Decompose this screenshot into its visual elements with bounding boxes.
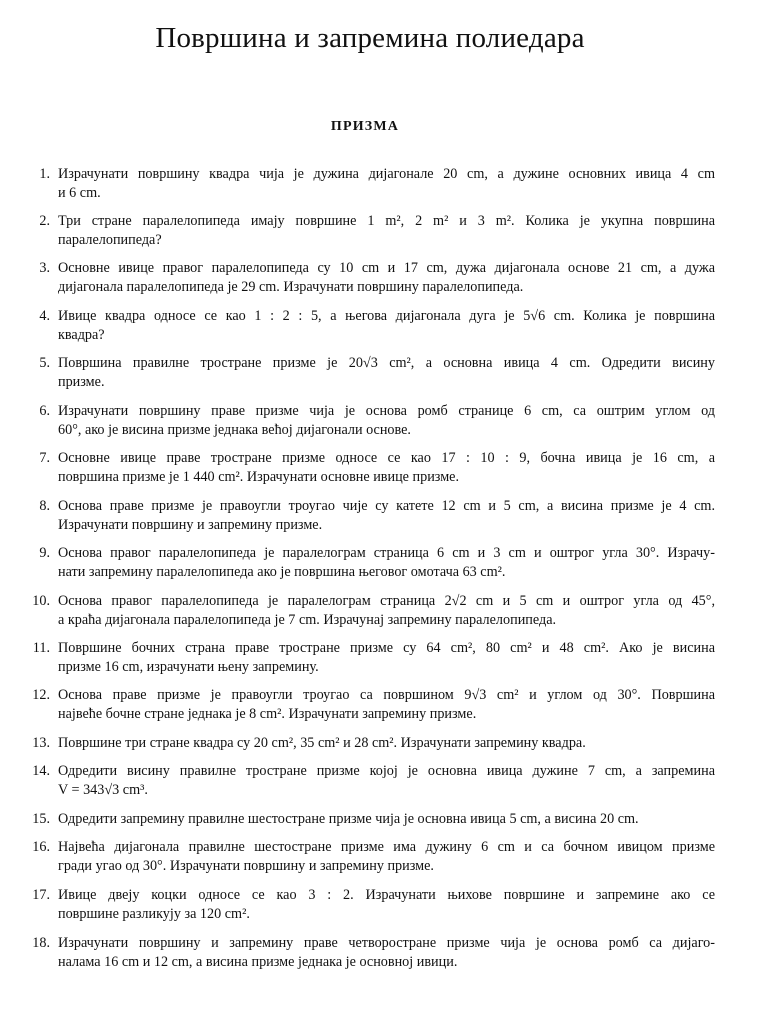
problem-number: 18. (32, 935, 50, 951)
problem-item (22, 402, 716, 440)
problem-number: 10. (32, 593, 50, 609)
problem-item (22, 449, 716, 487)
problem-text (58, 307, 715, 345)
problem-text (58, 497, 715, 535)
problem-number: 16. (32, 839, 50, 855)
problem-text (58, 686, 715, 724)
problem-line: Израчунати површину и запремину призме. (58, 517, 323, 533)
problem-item (22, 307, 716, 345)
problem-item (22, 886, 716, 924)
problem-item (22, 544, 716, 582)
problem-text (58, 734, 715, 753)
problem-line: Основа праве призме је правоугли троугао чије су катете 12 cm и 5 cm, а висина призме је 4 cm. (58, 498, 715, 514)
problem-item (22, 810, 716, 829)
problem-line: дијагонала паралелопипеда је 29 cm. Израчунати површину паралелопипеда. (58, 279, 524, 295)
problem-text (58, 544, 715, 582)
problem-number: 7. (39, 450, 50, 466)
problem-number: 3. (39, 260, 50, 276)
problem-line: Основа праве призме је правоугли троугао са површином 9√3 cm² и углом од 30°. Површина (58, 687, 715, 703)
problem-line: паралелопипеда? (58, 232, 162, 248)
problem-item (22, 734, 716, 753)
problem-line: Одредити висину правилне тростране призме којој је основна ивица дужине 7 cm, а запремина (58, 763, 715, 779)
problem-line: Основне ивице праве тростране призме односе се као 17 : 10 : 9, бочна ивица је 16 cm, а (58, 450, 715, 466)
problem-item (22, 592, 716, 630)
section-heading: ПРИЗМА (330, 119, 400, 134)
problem-item (22, 934, 716, 972)
problem-line: Израчунати површину и запремину праве четворостране призме чија је основа ромб са дијаго- (58, 935, 715, 951)
problem-text (58, 402, 715, 440)
problem-number: 12. (32, 687, 50, 703)
problem-line: површина призме је 1 440 cm². Израчунати основне ивице призме. (58, 469, 460, 485)
problem-item (22, 838, 716, 876)
problem-line: 60°, ако је висина призме једнака већој дијагонали основе. (58, 422, 411, 438)
problem-line: призме. (58, 374, 105, 390)
problem-number: 15. (32, 811, 50, 827)
problem-item (22, 686, 716, 724)
problem-text (58, 354, 715, 392)
problem-text (58, 810, 715, 829)
problem-line: Израчунати површину квадра чија је дужина дијагонале 20 cm, а дужине основних ивица 4 cm (58, 166, 715, 182)
problem-text (58, 212, 715, 250)
problem-item (22, 762, 716, 800)
problem-line: Највећа дијагонала правилне шестостране призме има дужину 6 cm и са бочном ивицом призме (58, 839, 715, 855)
problem-number: 2. (39, 213, 50, 229)
problem-number: 13. (32, 735, 50, 751)
problem-item (22, 165, 716, 203)
problem-number: 14. (32, 763, 50, 779)
problem-number: 9. (39, 545, 50, 561)
problem-item (22, 497, 716, 535)
document-title: Површина и запремина полиедара (155, 22, 585, 54)
problem-line: Основа правог паралелопипеда је паралелограм страница 2√2 cm и 5 cm и оштрог угла од 45°, (58, 593, 715, 609)
problem-line: и 6 cm. (58, 185, 101, 201)
problem-line: гради угао од 30°. Израчунати површину и запремину призме. (58, 858, 434, 874)
problem-number: 6. (39, 403, 50, 419)
problem-line: а краћа дијагонала паралелопипеда је 7 cm. Израчунај запремину паралелопипеда. (58, 612, 557, 628)
problem-text (58, 639, 715, 677)
problem-number: 5. (39, 355, 50, 371)
problem-item (22, 259, 716, 297)
problem-number: 8. (39, 498, 50, 514)
problem-text (58, 886, 715, 924)
problem-item (22, 639, 716, 677)
problem-line: Израчунати површину праве призме чија је основа ромб странице 6 cm, са оштрим углом од (58, 403, 715, 419)
problem-line: Површине три стране квадра су 20 cm², 35 cm² и 28 cm². Израчунати запремину квадра. (58, 735, 586, 751)
problem-line: налама 16 cm и 12 cm, а висина призме једнака је основној ивици. (58, 954, 458, 970)
problem-line: површине разликују за 120 cm². (58, 906, 250, 922)
problem-text (58, 449, 715, 487)
problem-item (22, 354, 716, 392)
problem-number: 11. (32, 640, 50, 656)
problem-text (58, 838, 715, 876)
problem-text (58, 762, 715, 800)
problem-line: Основне ивице правог паралелопипеда су 10 cm и 17 cm, дужа дијагонала основе 21 cm, а дужа (58, 260, 715, 276)
problem-text (58, 165, 715, 203)
problem-line: Површина правилне тростране призме је 20√3 cm², а основна ивица 4 cm. Одредити висину (58, 355, 715, 371)
problem-line: Ивице квадра односе се као 1 : 2 : 5, а његова дијагонала дуга је 5√6 cm. Колика је површина (58, 308, 715, 324)
problem-line: Три стране паралелопипеда имају површине 1 m², 2 m² и 3 m². Колика је укупна површина (58, 213, 715, 229)
problem-line: нати запремину паралелопипеда ако је површина његовог омотача 63 cm². (58, 564, 506, 580)
problem-text (58, 259, 715, 297)
problem-text (58, 934, 715, 972)
problem-number: 4. (39, 308, 50, 324)
problem-line: V = 343√3 cm³. (58, 782, 148, 798)
problem-number: 17. (32, 887, 50, 903)
problem-line: Основа правог паралелопипеда је паралелограм страница 6 cm и 3 cm и оштрог угла 30°. Израчу- (58, 545, 715, 561)
problem-item (22, 212, 716, 250)
problem-text (58, 592, 715, 630)
problem-line: призме 16 cm, израчунати њену запремину. (58, 659, 319, 675)
problem-line: највеће бочне стране једнака је 8 cm². Израчунати запремину призме. (58, 706, 477, 722)
problem-number: 1. (39, 166, 50, 182)
problem-line: Површине бочних страна праве тростране призме су 64 cm², 80 cm² и 48 cm². Ако је висина (58, 640, 715, 656)
problem-line: Ивице двеју коцки односе се као 3 : 2. Израчунати њихове површине и запремине ако се (58, 887, 715, 903)
problem-line: квадра? (58, 327, 105, 343)
problem-line: Одредити запремину правилне шестостране призме чија је основна ивица 5 cm, а висина 20 cm. (58, 811, 639, 827)
